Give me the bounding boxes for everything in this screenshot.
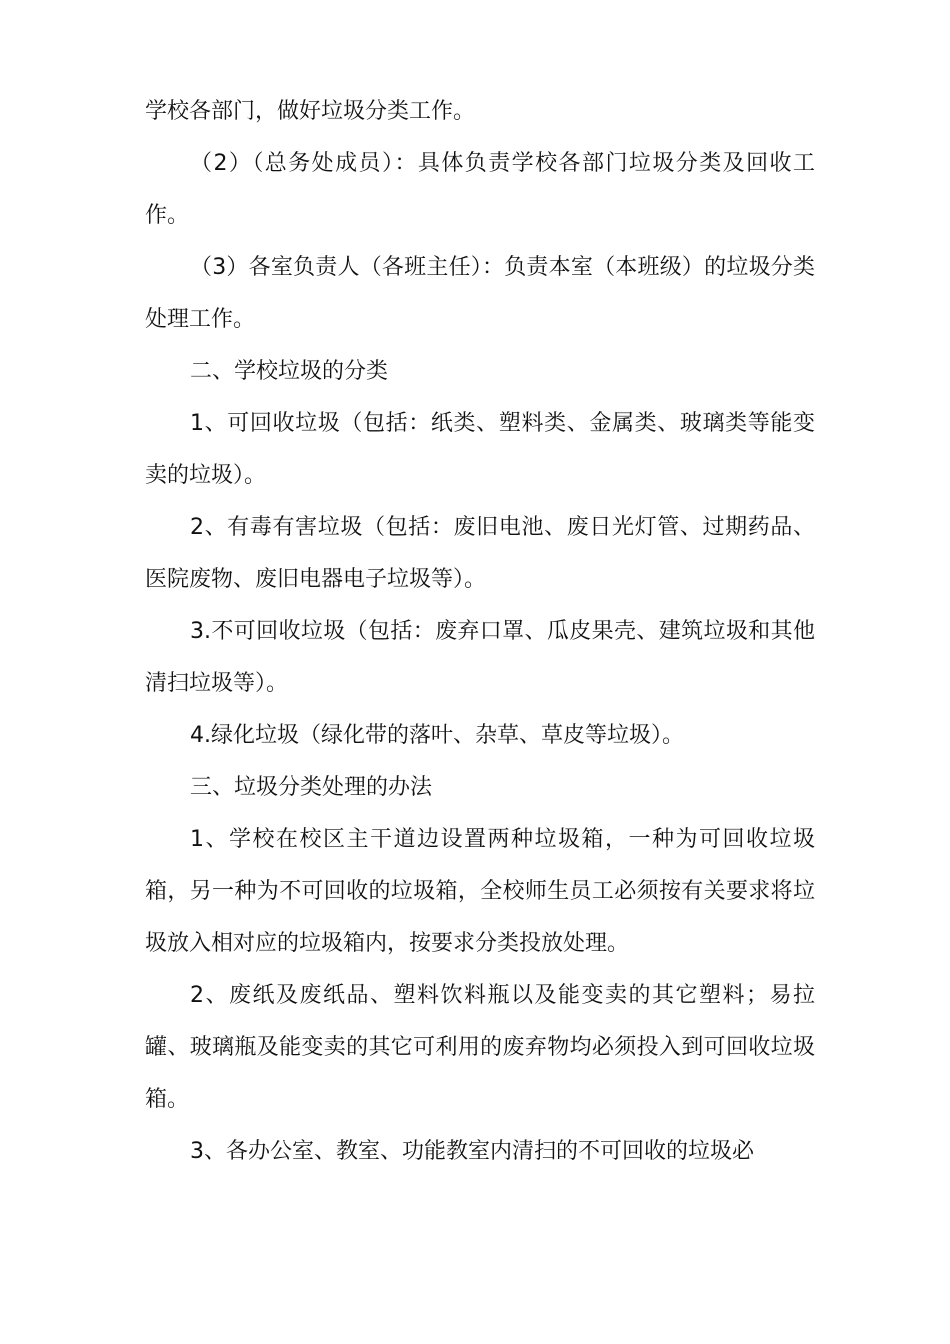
document-body: [145, 86, 815, 1178]
list-item: 1、学校在校区主干道边设置两种垃圾箱，一种为可回收垃圾箱，另一种为不可回收的垃圾箱，全校师生员工必须按有关要求将垃圾放入相对应的垃圾箱内，按要求分类投放处理。: [145, 827, 815, 956]
list-item: 2、有毒有害垃圾（包括：废旧电池、废日光灯管、过期药品、医院废物、废旧电器电子垃圾等）。: [145, 515, 815, 592]
paragraph: 学校各部门，做好垃圾分类工作。: [145, 99, 476, 124]
list-item: 4.绿化垃圾（绿化带的落叶、杂草、草皮等垃圾）。: [190, 723, 684, 748]
paragraph: （2）（总务处成员）：具体负责学校各部门垃圾分类及回收工作。: [145, 151, 815, 228]
list-item: 3、各办公室、教室、功能教室内清扫的不可回收的垃圾必: [190, 1139, 754, 1164]
paragraph: （3）各室负责人（各班主任）：负责本室（本班级）的垃圾分类处理工作。: [145, 255, 815, 332]
section-heading: 三、垃圾分类处理的办法: [190, 775, 433, 800]
list-item: 3.不可回收垃圾（包括：废弃口罩、瓜皮果壳、建筑垃圾和其他清扫垃圾等）。: [145, 619, 815, 696]
list-item: 1、可回收垃圾（包括：纸类、塑料类、金属类、玻璃类等能变卖的垃圾）。: [145, 411, 815, 488]
list-item: 2、废纸及废纸品、塑料饮料瓶以及能变卖的其它塑料；易拉罐、玻璃瓶及能变卖的其它可利用的废弃物均必须投入到可回收垃圾箱。: [145, 983, 815, 1112]
section-heading: 二、学校垃圾的分类: [190, 359, 389, 384]
